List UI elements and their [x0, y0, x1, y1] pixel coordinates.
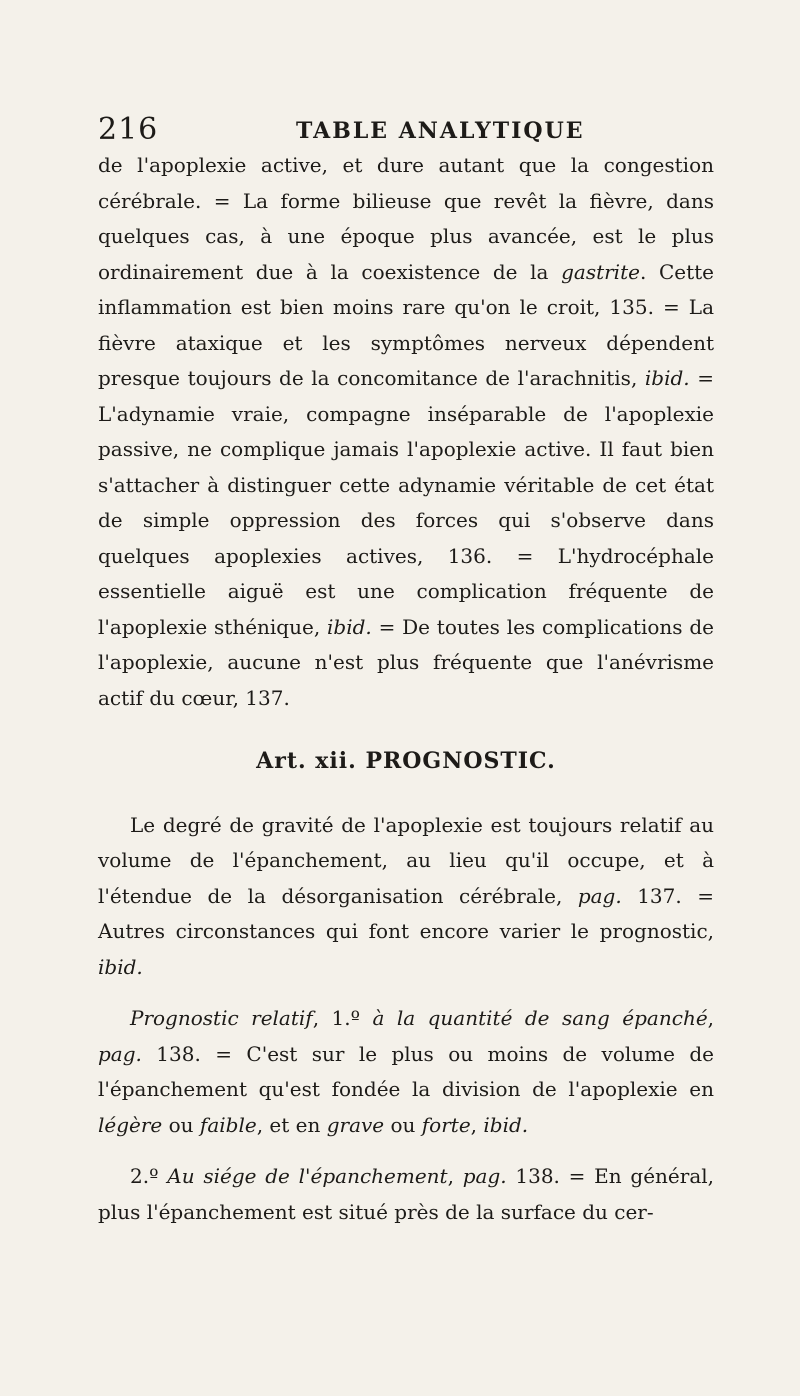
italic-run: pag.: [577, 883, 622, 908]
italic-run: faible: [199, 1112, 257, 1137]
text-run: ou: [384, 1112, 422, 1137]
text-run: = L'adynamie vraie, compagne inséparable de l'apoplexie passive, ne complique jamais l'apoplexie active. Il faut bien s'attacher à distinguer cette adynamie véritable de cet état de simple oppression des forces qui s'observe dans quelques apoplexies actives, 136. = L'hydrocéphale essentielle aiguë est une complication fréquente de l'apoplexie sthénique,: [98, 366, 714, 639]
italic-run: forte: [421, 1112, 471, 1137]
text-run: Le degré de gravité de l'apoplexie est toujours relatif au volume de l'épanchement, au lieu qu'il occupe, et à l'étendue de la désorganisation cérébrale,: [98, 812, 714, 908]
italic-run: pag.: [98, 1041, 142, 1066]
page-header: [0, 112, 800, 152]
italic-run: ibid.: [483, 1112, 529, 1137]
italic-run: pag.: [462, 1164, 507, 1188]
body-text: [98, 148, 714, 1230]
text-run: 138. = En général, plus l'épanchement est situé près de la surface du cer-: [98, 1164, 714, 1224]
italic-run: Prognostic relatif: [130, 1006, 313, 1030]
italic-run: ibid.: [644, 366, 690, 390]
paragraph-prognostic-seat: [98, 1159, 714, 1230]
text-run: de l'apoplexie active, et dure autant que la congestion cérébrale. = La forme bilieuse que revêt la fièvre, dans quelques cas, à une époque plus avancée, est le plus ordinairement due à la coexistence de la: [98, 153, 714, 284]
paragraph-gravity: [98, 808, 714, 986]
text-run: = De toutes les complications de l'apoplexie, aucune n'est plus fréquente que l'anévrisme actif du cœur, 137.: [98, 614, 714, 710]
spacer: [98, 985, 714, 1001]
italic-run: gastrite: [561, 259, 640, 284]
page-number: 216: [98, 112, 159, 147]
spacer: [98, 1143, 714, 1159]
section-title: Art. xii. PROGNOSTIC.: [256, 748, 556, 774]
running-title: TABLE ANALYTIQUE: [296, 118, 585, 144]
text-run: 138. = C'est sur le plus ou moins de volume de l'épanchement qu'est fondée la division de l'apoplexie en: [98, 1041, 714, 1101]
text-run: ,: [447, 1164, 463, 1188]
text-run: 2.º: [130, 1164, 168, 1188]
text-run: ou: [162, 1112, 200, 1137]
italic-run: à la quantité de sang épanché: [372, 1006, 708, 1030]
text-run: ,: [707, 1006, 715, 1030]
italic-run: ibid.: [98, 954, 143, 979]
text-run: , et en: [256, 1112, 327, 1137]
italic-run: Au siége de l'épanchement: [167, 1164, 448, 1188]
italic-run: ibid.: [327, 614, 372, 639]
paragraph-prognostic-quantity: [98, 1001, 714, 1143]
paragraph-complications: [98, 148, 714, 716]
text-run: ,: [470, 1112, 484, 1137]
text-run: . Cette inflammation est bien moins rare qu'on le croit, 135. = La fièvre ataxique et les symptômes nerveux dépendent presque toujours de la concomitance de l'arachnitis,: [98, 259, 714, 390]
text-run: 137. = Autres circonstances qui font encore varier le prognostic,: [98, 883, 714, 943]
italic-run: grave: [326, 1112, 385, 1137]
text-run: , 1.º: [312, 1006, 373, 1030]
italic-run: légère: [98, 1112, 163, 1137]
